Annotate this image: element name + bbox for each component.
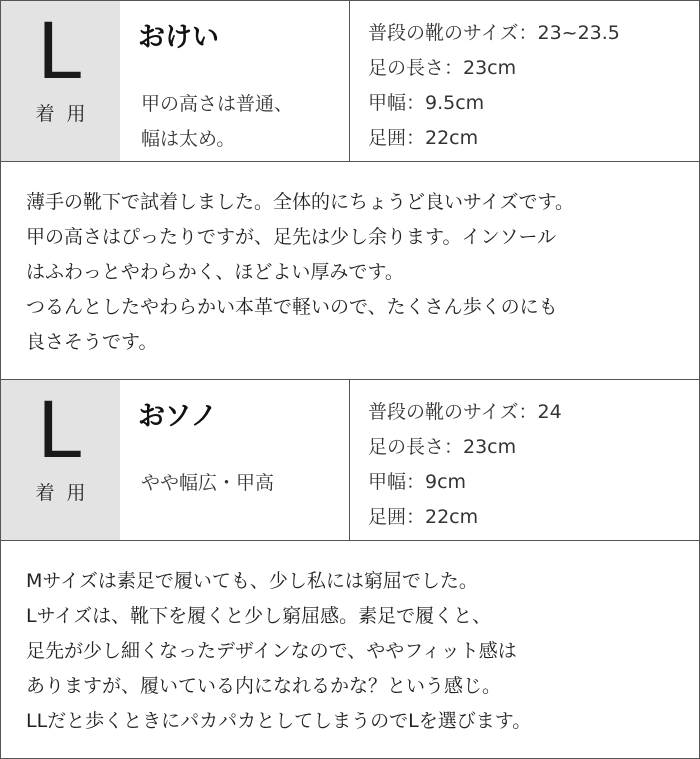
spec-shoe-size: 普段の靴のサイズ：24 (368, 401, 562, 423)
comment-line: ありますが、履いている内になれるかな？という感じ。 (26, 675, 502, 697)
reviewer-name: おけい (138, 22, 219, 53)
comment-line: 良さそうです。 (26, 331, 158, 353)
foot-description-line: やや幅広・甲高 (141, 472, 275, 494)
divider (349, 380, 350, 540)
foot-description (141, 466, 274, 501)
wear-label: 着用 (35, 482, 98, 504)
spec-list (368, 16, 620, 156)
review-comment (26, 564, 696, 739)
wear-label: 着用 (35, 103, 98, 125)
review-comment (26, 185, 696, 360)
spec-foot-length: 足の長さ：23cm (368, 436, 517, 458)
review-card (0, 379, 700, 759)
size-letter: L (37, 5, 84, 96)
size-box (1, 380, 120, 540)
comment-line: LLだと歩くときにパカパカとしてしまうのでLを選びます。 (26, 710, 532, 732)
foot-description (141, 87, 293, 157)
comment-line: つるんとしたやわらかい本革で軽いので、たくさん歩くのにも (26, 296, 558, 318)
spec-foot-length: 足の長さ：23cm (368, 57, 517, 79)
comment-line: 足先が少し細くなったデザインなので、ややフィット感は (26, 640, 517, 662)
comment-line: Mサイズは素足で履いても、少し私には窮屈でした。 (26, 570, 478, 592)
review-header (1, 380, 699, 541)
spec-foot-girth: 足囲：22cm (368, 506, 479, 528)
foot-description-line: 幅は太め。 (141, 128, 236, 150)
spec-instep-width: 甲幅：9cm (368, 471, 467, 493)
spec-list (368, 395, 562, 535)
review-header (1, 1, 699, 162)
reviewer-name: おソノ (138, 401, 218, 432)
comment-line: 薄手の靴下で試着しました。全体的にちょうど良いサイズです。 (26, 191, 574, 213)
spec-foot-girth: 足囲：22cm (368, 127, 479, 149)
comment-line: Lサイズは、靴下を履くと少し窮屈感。素足で履くと、 (26, 605, 492, 627)
spec-shoe-size: 普段の靴のサイズ：23~23.5 (368, 22, 620, 44)
comment-line: はふわっとやわらかく、ほどよい厚みです。 (26, 261, 404, 283)
divider (349, 1, 350, 161)
foot-description-line: 甲の高さは普通、 (141, 93, 294, 115)
size-letter: L (37, 384, 84, 475)
spec-instep-width: 甲幅：9.5cm (368, 92, 485, 114)
comment-line: 甲の高さはぴったりですが、足先は少し余ります。インソール (26, 226, 557, 248)
size-box (1, 1, 120, 161)
